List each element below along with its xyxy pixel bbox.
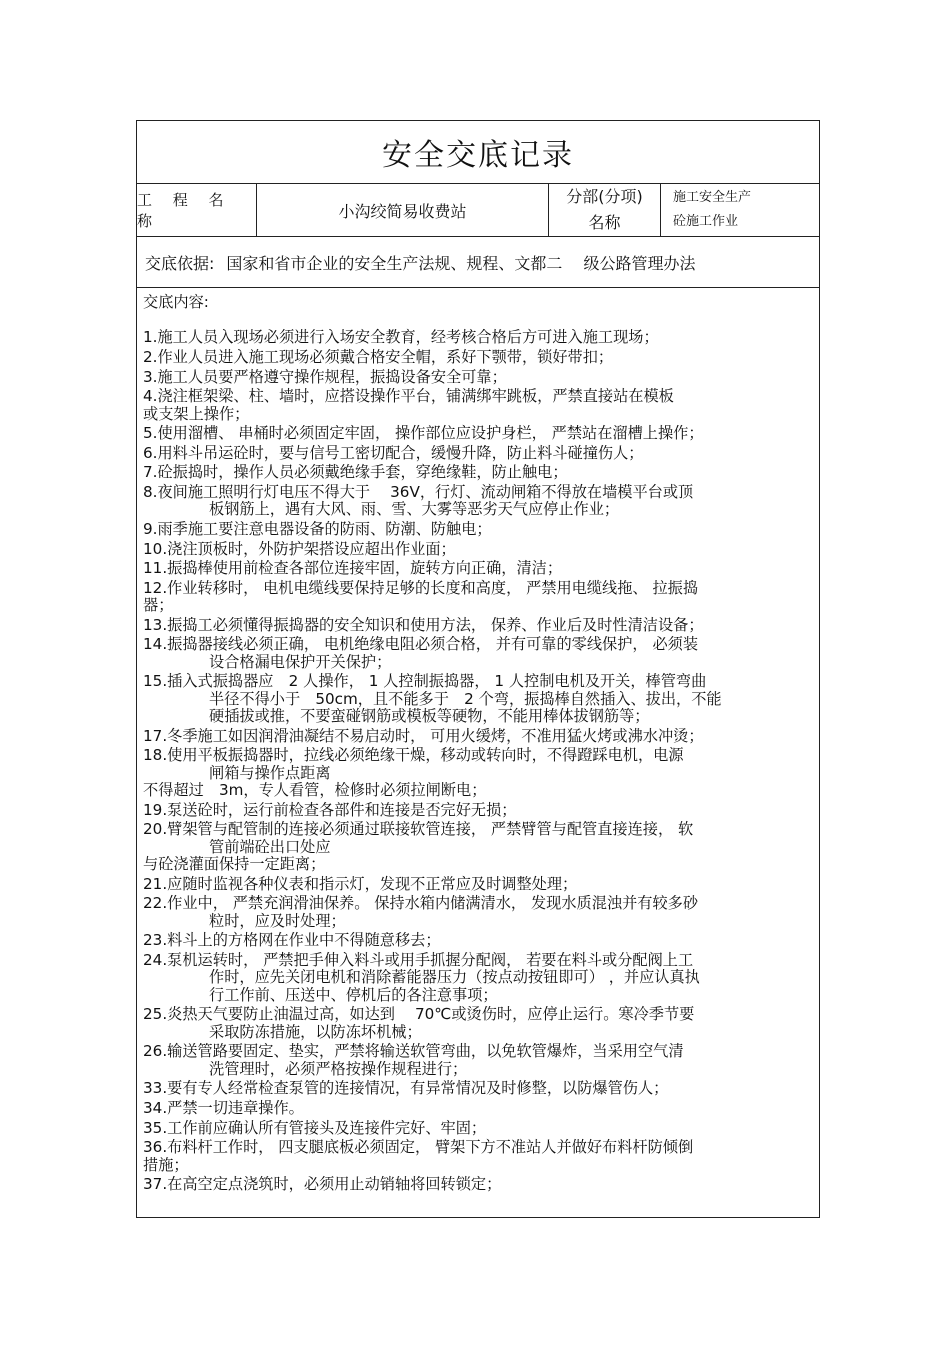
content-item-continuation: 或支架上操作； xyxy=(143,404,250,423)
content-item-continuation: 硬插拔或推，不要蛮碰钢筋或模板等硬物，不能用棒体拔钢筋等； xyxy=(209,707,650,726)
content-item-continuation: 板钢筋上，遇有大风、雨、雪、大雾等恶劣天气应停止作业； xyxy=(209,500,620,519)
content-item-text: 21.应随时监视各种仪表和指示灯，发现不正常应及时调整处理； xyxy=(143,874,578,893)
content-item-text: 11.振捣棒使用前检查各部位连接牢固，旋转方向正确，清洁； xyxy=(143,559,563,578)
division-value xyxy=(661,184,819,236)
content-item xyxy=(143,1080,815,1097)
content-item xyxy=(143,1120,815,1137)
content-item xyxy=(143,369,815,386)
content-item xyxy=(143,388,815,423)
content-item-text: 2.作业人员进入施工现场必须戴合格安全帽，系好下颚带，锁好带扣； xyxy=(143,348,614,366)
content-item xyxy=(143,445,815,462)
content-item-text: 8.夜间施工照明行灯电压不得大于 36V，行灯、流动闸箱不得放在墙模平台或顶 xyxy=(143,482,694,501)
content-item xyxy=(143,728,815,745)
content-item xyxy=(143,802,815,819)
content-item-text: 37.在高空定点浇筑时，必须用止动销轴将回转锁定； xyxy=(143,1175,502,1194)
content-item-continuation: 行工作前、压送中、停机后的各注意事项； xyxy=(209,985,498,1004)
content-item-text: 26.输送管路要固定、垫实，严禁将输送软管弯曲，以免软管爆炸，当采用空气清 xyxy=(143,1042,684,1061)
content-item-text: 36.布料杆工作时， 四支腿底板必须固定， 臂架下方不准站人并做好布料杆防倾倒 xyxy=(143,1138,694,1157)
form-title: 安全交底记录 xyxy=(137,121,819,184)
content-item xyxy=(143,464,815,481)
project-name-value: 小沟绞简易收费站 xyxy=(257,184,549,236)
content-item-continuation: 不得超过 3m，专人看管，检修时必须拉闸断电； xyxy=(143,781,487,800)
content-item-text: 20.臂架管与配管制的连接必须通过联接软管连接， 严禁臂管与配管直接连接， 软 xyxy=(143,820,694,839)
content-item-text: 10.浇注顶板时，外防护架搭设应超出作业面； xyxy=(143,539,456,558)
content-item-text: 25.炎热天气要防止油温过高，如达到 70℃或烫伤时，应停止运行。寒冷季节要 xyxy=(143,1005,695,1024)
content-item-continuation: 设合格漏电保护开关保护； xyxy=(209,652,392,671)
content-item xyxy=(143,876,815,893)
content-item-text: 35.工作前应确认所有管接头及连接件完好、牢固； xyxy=(143,1118,487,1137)
content-item-text: 23.料斗上的方格网在作业中不得随意移去； xyxy=(143,931,441,950)
content-item-continuation: 闸箱与操作点距离 xyxy=(209,763,331,782)
briefing-basis-row xyxy=(137,237,819,288)
content-item-continuation: 管前端砼出口处应 xyxy=(209,837,331,856)
content-item xyxy=(143,484,815,519)
briefing-content xyxy=(137,288,819,1194)
content-item xyxy=(143,1176,815,1193)
content-item-text: 19.泵送砼时，运行前检查各部件和连接是否完好无损； xyxy=(143,800,517,819)
project-name-label: 工 程 名 称 xyxy=(137,184,257,236)
content-item-continuation: 采取防冻措施，以防冻坏机械； xyxy=(209,1022,422,1041)
content-item-continuation: 器； xyxy=(143,596,174,615)
content-item-continuation: 半径不得小于 50cm，且不能多于 2 个弯，振捣棒自然插入、拔出，不能 xyxy=(209,689,722,708)
division-label-line1: 分部(分项) xyxy=(566,187,643,206)
content-item-text: 12.作业转移时， 电机电缆线要保持足够的长度和高度， 严禁用电缆线拖、 拉振捣 xyxy=(143,578,699,597)
content-item xyxy=(143,1006,815,1041)
division-value-line2: 砼施工作业 xyxy=(673,214,739,229)
content-item-text: 9.雨季施工要注意电器设备的防雨、防潮、防触电； xyxy=(143,519,492,538)
content-item-text: 24.泵机运转时， 严禁把手伸入料斗或用手抓握分配阀， 若要在料斗或分配阀上工 xyxy=(143,950,694,969)
content-item-text: 34.严禁一切违章操作。 xyxy=(143,1098,304,1117)
content-item-continuation: 措施； xyxy=(143,1155,189,1174)
content-item xyxy=(143,747,815,799)
content-item-continuation: 洗管理时，必须严格按操作规程进行； xyxy=(209,1059,468,1078)
content-item-text: 18.使用平板振捣器时，拉线必须绝缘干燥，移动或转向时，不得蹬踩电机，电源 xyxy=(143,746,684,765)
content-item xyxy=(143,636,815,671)
content-item xyxy=(143,895,815,930)
content-item xyxy=(143,617,815,634)
content-item-text: 14.振捣器接线必须正确， 电机绝缘电阻必须合格， 并有可靠的零线保护， 必须装 xyxy=(143,635,699,654)
project-info-row xyxy=(137,184,819,237)
safety-briefing-form xyxy=(136,120,820,1218)
content-item xyxy=(143,932,815,949)
basis-label: 交底依据: xyxy=(145,253,215,273)
content-item xyxy=(143,821,815,873)
content-item-text: 22.作业中， 严禁充润滑油保养。 保持水箱内储满清水， 发现水质混浊并有较多砂 xyxy=(143,894,699,913)
content-item xyxy=(143,329,815,346)
content-item-continuation: 作时，应先关闭电机和消除蓄能器压力（按点动按钮即可） ，并应认真执 xyxy=(209,968,700,987)
content-item-text: 5.使用溜槽、 串桶时必须固定牢固， 操作部位应设护身栏， 严禁站在溜槽上操作； xyxy=(143,424,704,443)
content-item-text: 13.振捣工必须懂得振捣器的安全知识和使用方法， 保养、作业后及时性清洁设备； xyxy=(143,615,704,634)
division-label xyxy=(549,184,661,236)
content-item-text: 17.冬季施工如因润滑油凝结不易启动时， 可用火缓烤，不准用猛火烤或沸水冲烫； xyxy=(143,726,704,745)
content-item xyxy=(143,425,815,442)
basis-value: 国家和省市企业的安全生产法规、规程、文都二 级公路管理办法 xyxy=(226,253,696,273)
content-item xyxy=(143,952,815,1004)
division-label-line2: 名称 xyxy=(588,213,621,232)
division-value-line1: 施工安全生产 xyxy=(673,190,752,205)
content-item-text: 3.施工人员要严格遵守操作规程，振捣设备安全可靠； xyxy=(143,367,507,386)
content-heading: 交底内容: xyxy=(143,293,209,311)
content-item-list xyxy=(143,329,815,1193)
content-item-text: 1.施工人员入现场必须进行入场安全教育，经考核合格后方可进入施工现场； xyxy=(143,328,659,347)
content-item xyxy=(143,541,815,558)
content-item xyxy=(143,673,815,725)
content-item-text: 6.用料斗吊运砼时，要与信号工密切配合，缓慢升降，防止料斗碰撞伤人； xyxy=(143,443,644,462)
content-item xyxy=(143,349,815,366)
content-item-continuation: 与砼浇灌面保持一定距离； xyxy=(143,855,326,874)
content-item xyxy=(143,560,815,577)
content-item-text: 33.要有专人经常检查泵管的连接情况，有异常情况及时修整，以防爆管伤人； xyxy=(143,1079,669,1098)
content-item-text: 15.插入式振捣器应 2 人操作， 1 人控制振捣器， 1 人控制电机及开关，棒管弯曲 xyxy=(143,672,707,691)
content-item-text: 4.浇注框架梁、柱、墙时，应搭设操作平台，铺满绑牢跳板，严禁直接站在模板 xyxy=(143,387,674,406)
content-item xyxy=(143,580,815,615)
content-item-continuation: 粒时，应及时处理； xyxy=(209,911,346,930)
content-item xyxy=(143,1100,815,1117)
content-item xyxy=(143,1043,815,1078)
content-item xyxy=(143,521,815,538)
content-item-text: 7.砼振捣时，操作人员必须戴绝缘手套，穿绝缘鞋，防止触电； xyxy=(143,463,568,482)
content-item xyxy=(143,1139,815,1174)
